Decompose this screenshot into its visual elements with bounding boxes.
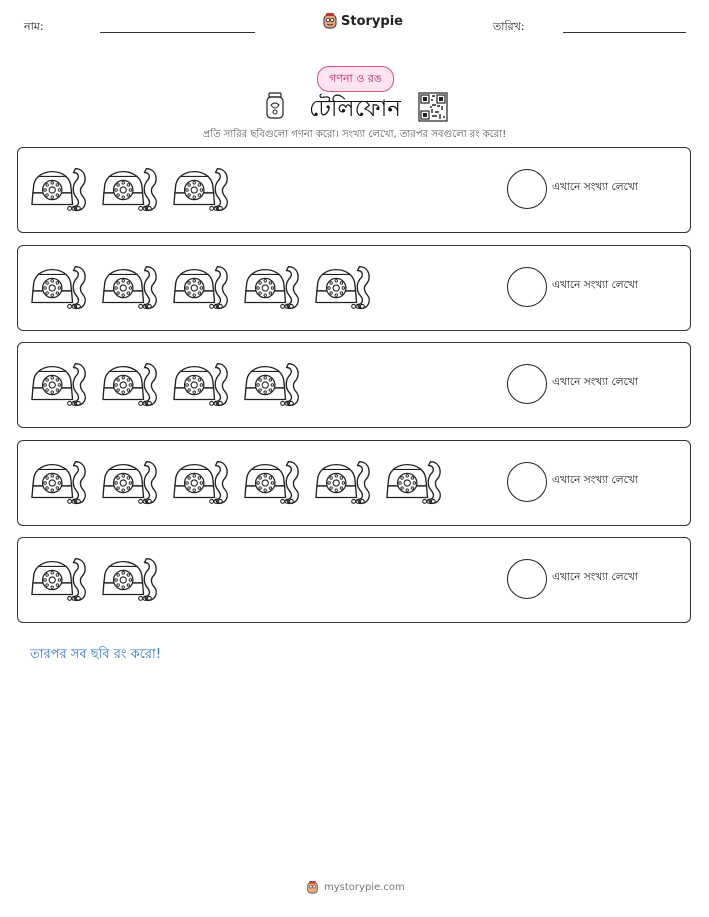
telephone-icon	[243, 361, 301, 409]
site-url: mystorypie.com	[324, 882, 405, 893]
count-row-1	[17, 147, 691, 233]
telephone-icon	[101, 556, 159, 604]
brand-logo	[322, 12, 403, 30]
answer-circle[interactable]	[507, 559, 547, 599]
storypie-mascot-icon	[306, 880, 319, 895]
phone-group	[30, 441, 443, 525]
answer-circle[interactable]	[507, 462, 547, 502]
phone-group	[30, 343, 301, 427]
color-instruction: তারপর সব ছবি রং করো!	[30, 647, 162, 662]
telephone-icon	[314, 264, 372, 312]
telephone-icon	[243, 264, 301, 312]
category-badge: গণনা ও রঙ	[317, 66, 394, 92]
date-field-line[interactable]	[563, 32, 686, 33]
answer-prompt: এখানে সংখ্যা লেখো	[552, 181, 638, 193]
count-row-2	[17, 245, 691, 331]
telephone-icon	[385, 459, 443, 507]
telephone-icon	[30, 556, 88, 604]
telephone-icon	[101, 166, 159, 214]
count-row-5	[17, 537, 691, 623]
phone-group	[30, 246, 372, 330]
answer-prompt: এখানে সংখ্যা লেখো	[552, 474, 638, 486]
worksheet-title: টেলিফোন	[308, 96, 402, 122]
count-row-4	[17, 440, 691, 526]
telephone-icon	[314, 459, 372, 507]
name-label: নাম:	[24, 20, 44, 33]
telephone-icon	[172, 166, 230, 214]
footer-site	[306, 880, 405, 895]
telephone-icon	[101, 361, 159, 409]
telephone-icon	[30, 459, 88, 507]
telephone-icon	[30, 361, 88, 409]
storypie-mascot-icon	[322, 12, 338, 30]
answer-circle[interactable]	[507, 267, 547, 307]
telephone-icon	[243, 459, 301, 507]
answer-circle[interactable]	[507, 169, 547, 209]
telephone-icon	[101, 264, 159, 312]
qr-code-icon	[418, 92, 448, 122]
count-row-3	[17, 342, 691, 428]
jar-icon	[265, 92, 285, 120]
instruction-text: প্রতি সারির ছবিগুলো গণনা করো। সংখ্যা লেখো, তারপর সবগুলো রং করো!	[202, 129, 507, 140]
answer-prompt: এখানে সংখ্যা লেখো	[552, 571, 638, 583]
phone-group	[30, 148, 230, 232]
answer-prompt: এখানে সংখ্যা লেখো	[552, 279, 638, 291]
date-label: তারিখ:	[493, 20, 525, 33]
phone-group	[30, 538, 159, 622]
telephone-icon	[172, 361, 230, 409]
answer-prompt: এখানে সংখ্যা লেখো	[552, 376, 638, 388]
telephone-icon	[30, 264, 88, 312]
telephone-icon	[172, 459, 230, 507]
telephone-icon	[30, 166, 88, 214]
telephone-icon	[101, 459, 159, 507]
brand-name: Storypie	[341, 13, 403, 29]
name-field-line[interactable]	[100, 32, 255, 33]
telephone-icon	[172, 264, 230, 312]
answer-circle[interactable]	[507, 364, 547, 404]
